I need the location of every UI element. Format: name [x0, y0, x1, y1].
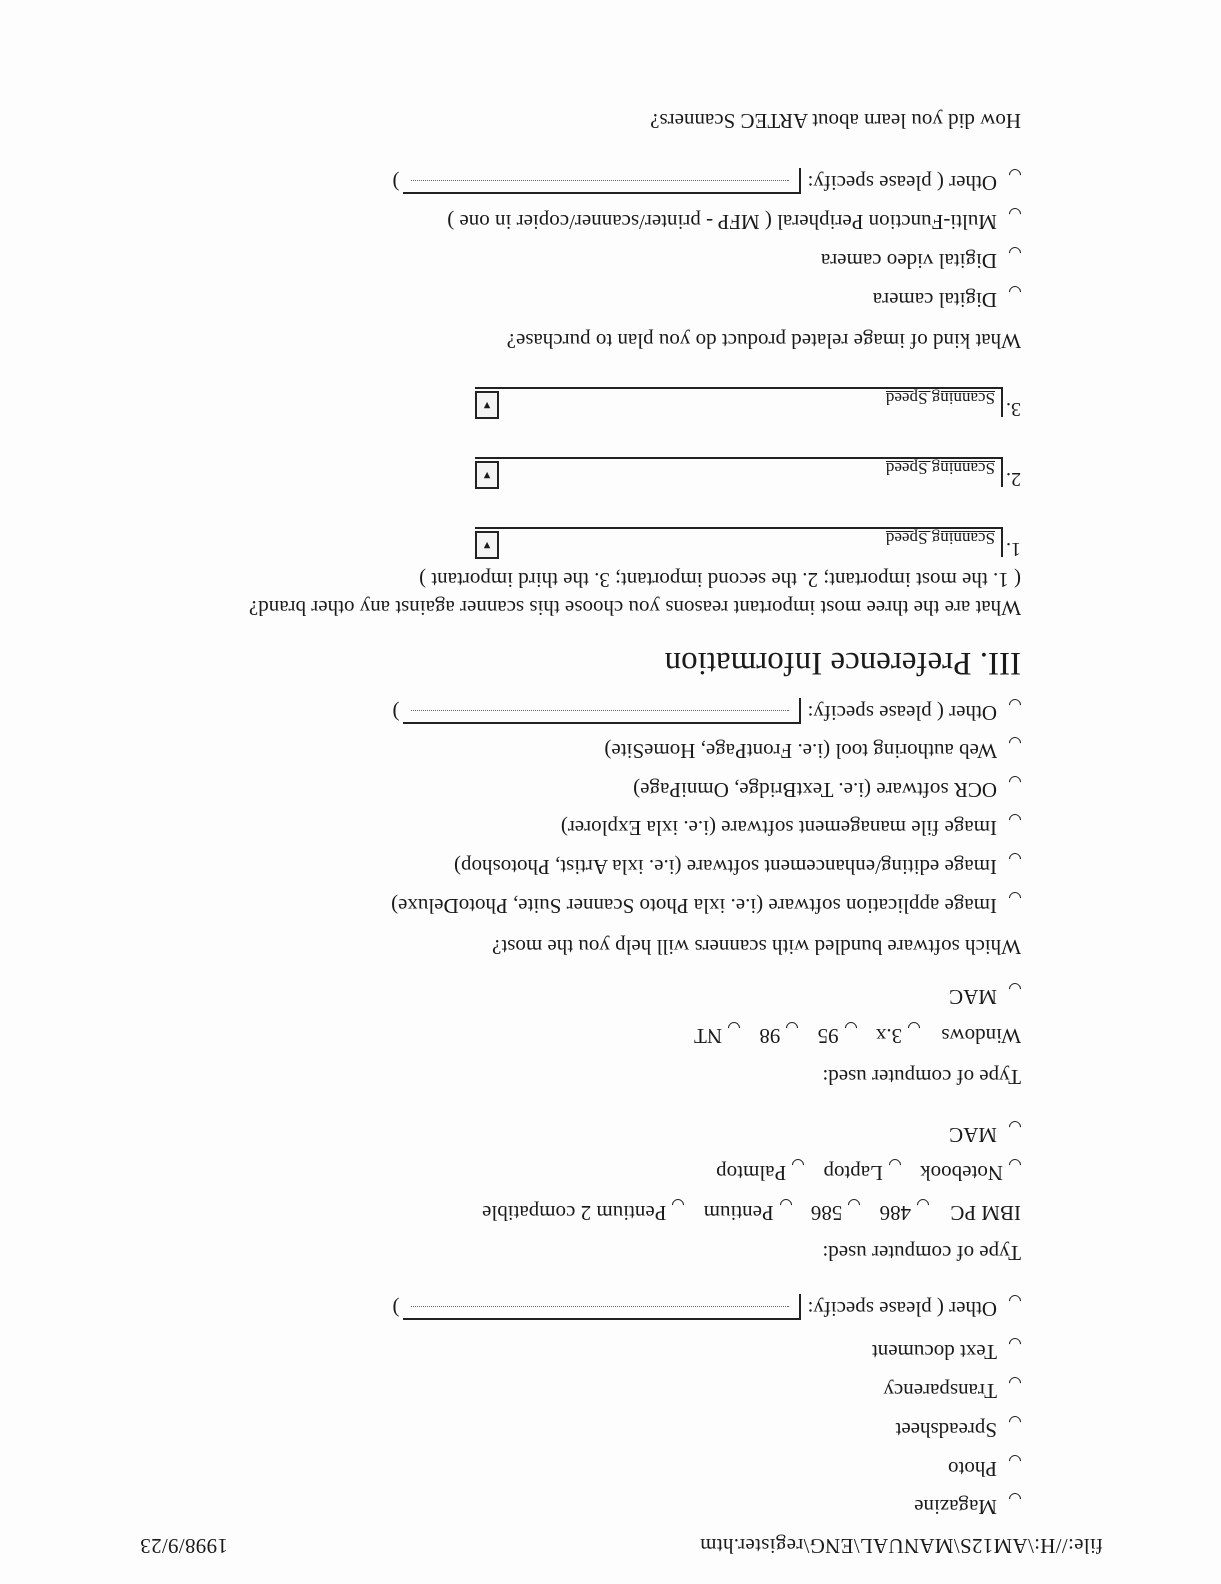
preference-select-3[interactable]: Scanning Speed ▼ — [475, 387, 1003, 417]
radio-button[interactable] — [1007, 1375, 1024, 1392]
radio-button[interactable] — [1007, 167, 1024, 184]
preference-select-1-row: 1. Scanning Speed ▼ — [475, 527, 1021, 562]
header-file-path: file://H:\AM12S\MANUAL\ENG\register.htm — [699, 1534, 1103, 1558]
portable-row — [702, 1159, 1021, 1186]
option-spreadsheet[interactable]: Spreadsheet — [896, 1416, 1021, 1443]
windows-row: Windows 3.x 95 98 NT — [680, 1022, 1021, 1049]
option-image-file-management[interactable]: Image file management software (i.e. ixla Explorer) — [561, 814, 1021, 841]
preference-select-2[interactable]: Scanning Speed ▼ — [475, 457, 1003, 487]
radio-button[interactable] — [1007, 981, 1024, 998]
computer-question-a: Type of computer used: — [822, 1241, 1021, 1265]
option-palmtop[interactable]: Palmtop — [716, 1159, 804, 1186]
preference-question: What are the three most important reasons you choose this scanner against any other brand? — [248, 596, 1021, 620]
option-mac-b[interactable]: MAC — [949, 983, 1021, 1010]
radio-button[interactable] — [1007, 812, 1024, 829]
option-nt[interactable]: NT — [694, 1022, 740, 1049]
option-digital-video-camera[interactable]: Digital video camera — [821, 247, 1021, 274]
radio-button[interactable] — [1007, 1491, 1024, 1508]
option-586[interactable]: 586 — [811, 1199, 861, 1226]
option-pentium-2-compatible[interactable]: Pentium 2 compatible — [482, 1199, 684, 1226]
option-pentium[interactable]: Pentium — [704, 1199, 792, 1226]
software-question: Which software bundled with scanners will help you the most? — [492, 935, 1021, 959]
option-ocr-software[interactable]: OCR software (i.e. TextBridge, OmniPage) — [633, 776, 1021, 803]
purchase-question: What kind of image related product do you plan to purchase? — [506, 329, 1021, 353]
radio-button[interactable] — [1007, 697, 1024, 714]
option-photo[interactable]: Photo — [948, 1455, 1021, 1482]
preference-select-2-row: 2. Scanning Speed ▼ — [475, 457, 1021, 492]
computer-question-b: Type of computer used: — [822, 1065, 1021, 1089]
option-magazine[interactable]: Magazine — [914, 1493, 1021, 1520]
learn-question: How did you learn about ARTEC Scanners? — [650, 109, 1021, 133]
preference-select-3-row: 3. Scanning Speed ▼ — [475, 387, 1021, 422]
dropdown-arrow-icon[interactable]: ▼ — [475, 461, 499, 489]
preference-select-1[interactable]: Scanning Speed ▼ — [475, 527, 1003, 557]
radio-button[interactable] — [1007, 774, 1024, 791]
option-notebook[interactable]: Notebook — [920, 1159, 1021, 1186]
radio-button[interactable] — [1007, 1293, 1024, 1310]
ibm-pc-row: IBM PC 486 586 Pentium Pentium 2 compatible — [468, 1199, 1021, 1226]
section-heading: III. Preference Information — [664, 645, 1021, 681]
radio-button[interactable] — [1007, 735, 1024, 752]
other-specify-input[interactable] — [403, 168, 801, 194]
radio-button[interactable] — [1007, 245, 1024, 262]
radio-button[interactable] — [1007, 1453, 1024, 1470]
option-95[interactable]: 95 — [818, 1022, 857, 1049]
option-other-scan[interactable]: Other ( please specify:) — [392, 1294, 1021, 1322]
option-mfp[interactable]: Multi-Function Peripheral ( MFP - printer/scanner/copier in one ) — [447, 208, 1021, 235]
option-other-purchase[interactable]: Other ( please specify:) — [392, 168, 1021, 196]
option-image-application[interactable]: Image application software (i.e. ixla Photo Scanner Suite, PhotoDeluxe) — [391, 892, 1021, 919]
option-486[interactable]: 486 — [880, 1199, 930, 1226]
option-web-authoring[interactable]: Web authoring tool (i.e. FrontPage, HomeSite) — [604, 737, 1021, 764]
other-specify-input[interactable] — [403, 1294, 801, 1320]
dropdown-arrow-icon[interactable]: ▼ — [475, 531, 499, 559]
radio-button[interactable] — [1007, 851, 1024, 868]
radio-button[interactable] — [1007, 890, 1024, 907]
dropdown-arrow-icon[interactable]: ▼ — [475, 391, 499, 419]
option-digital-camera[interactable]: Digital camera — [873, 286, 1021, 313]
radio-button[interactable] — [1007, 1336, 1024, 1353]
option-laptop[interactable]: Laptop — [823, 1159, 900, 1186]
option-transparency[interactable]: Transparency — [883, 1377, 1021, 1404]
header-date: 1998/9/23 — [140, 1534, 228, 1558]
radio-button[interactable] — [1007, 1414, 1024, 1431]
option-98[interactable]: 98 — [759, 1022, 798, 1049]
option-image-editing[interactable]: Image editing/enhancement software (i.e. ixla Artist, Photoshop) — [454, 853, 1021, 880]
radio-button[interactable] — [1007, 206, 1024, 223]
other-specify-input[interactable] — [403, 698, 801, 724]
preference-note: ( 1. the most important; 2. the second important; 3. the third important ) — [419, 568, 1021, 592]
option-mac-a[interactable]: MAC — [949, 1121, 1021, 1148]
option-text-document[interactable]: Text document — [872, 1338, 1021, 1365]
option-other-software[interactable]: Other ( please specify:) — [392, 698, 1021, 726]
radio-button[interactable] — [1007, 1119, 1024, 1136]
option-3x[interactable]: 3.x — [876, 1022, 920, 1049]
radio-button[interactable] — [1007, 284, 1024, 301]
